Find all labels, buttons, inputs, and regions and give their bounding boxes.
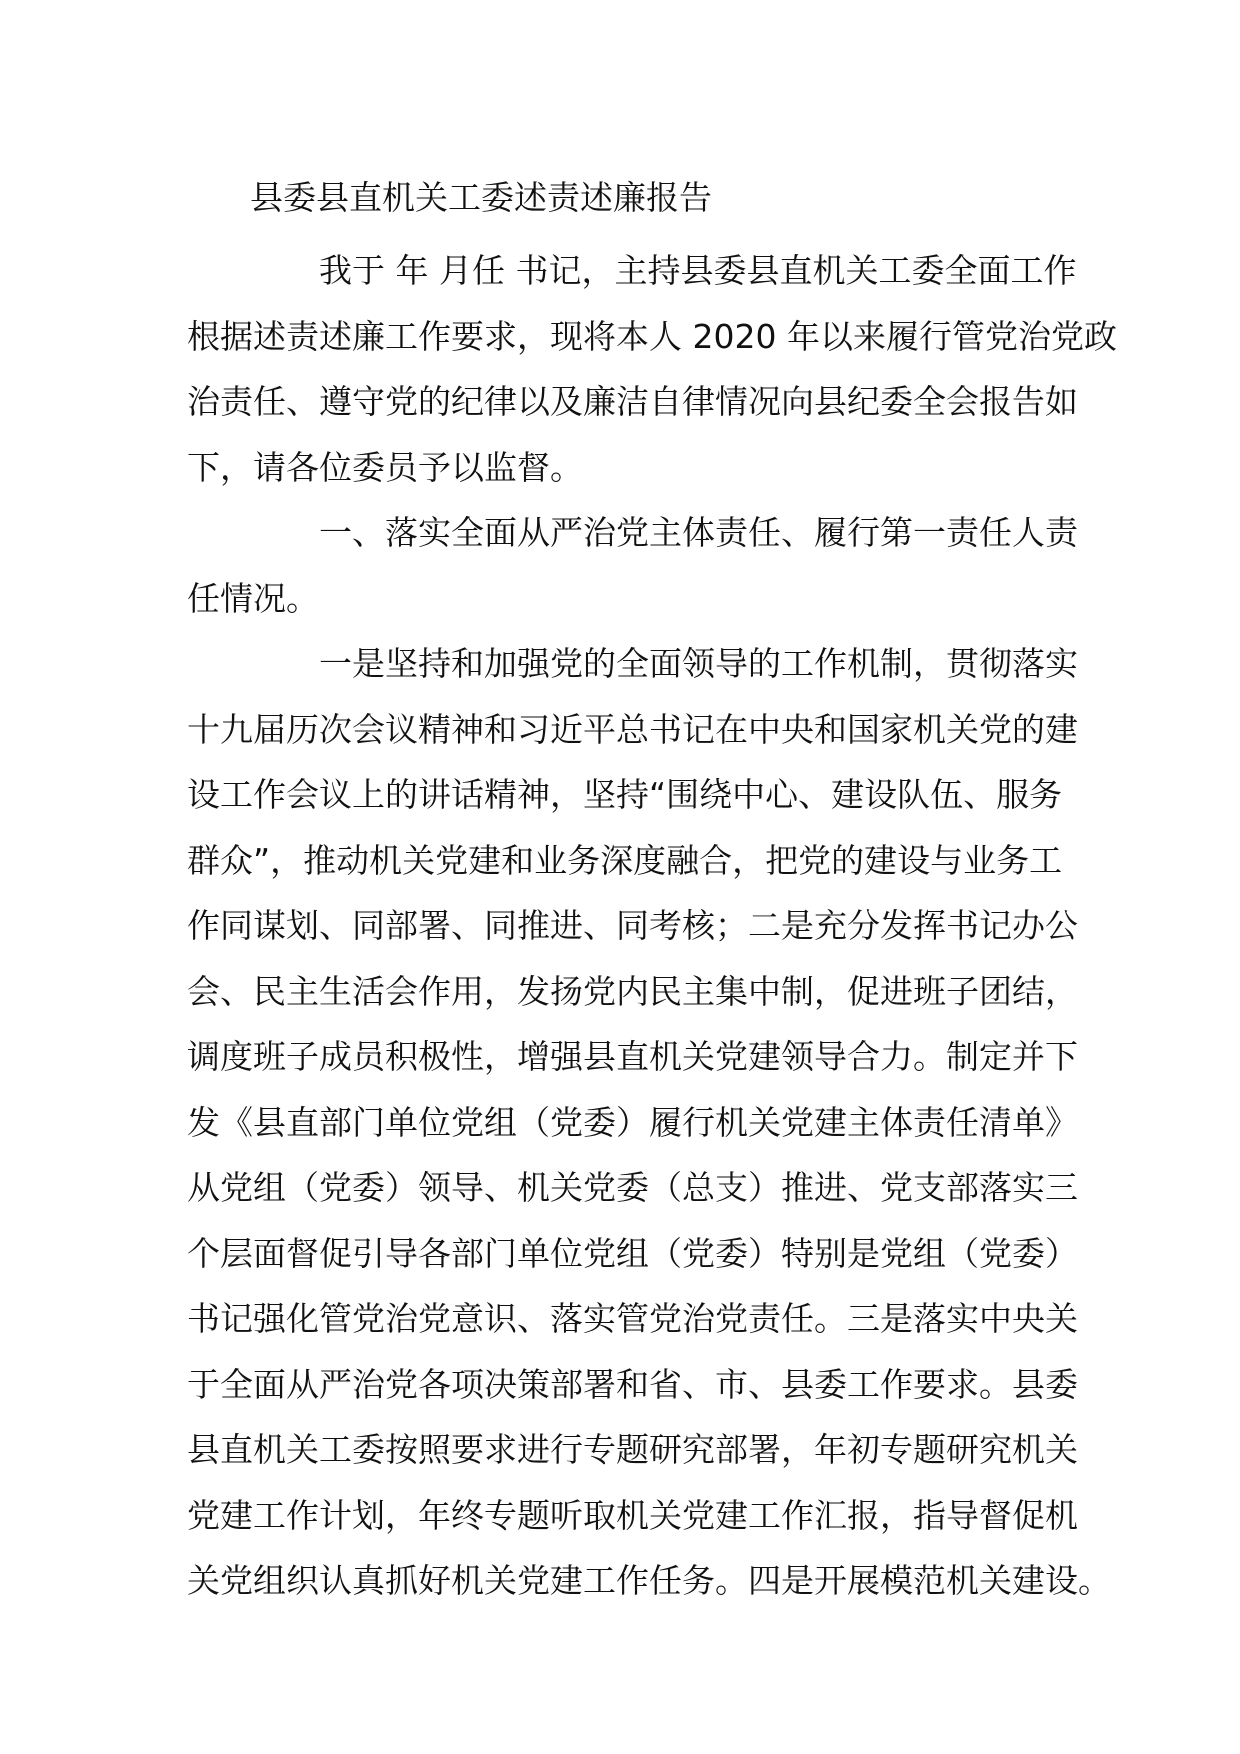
paragraph-2-line-8: 发《县直部门单位党组（党委）履行机关党建主体责任清单》 <box>187 1102 1078 1142</box>
paragraph-2-line-9: 从党组（党委）领导、机关党委（总支）推进、党支部落实三 <box>187 1168 1078 1207</box>
paragraph-2-line-12: 于全面从严治党各项决策部署和省、市、县委工作要求。县委 <box>187 1364 1078 1404</box>
paragraph-2-line-10: 个层面督促引导各部门单位党组（党委）特别是党组（党委） <box>187 1233 1078 1273</box>
paragraph-2-line-13: 县直机关工委按照要求进行专题研究部署，年初专题研究机关 <box>187 1430 1078 1469</box>
paragraph-2-line-5: 作同谋划、同部署、同推进、同考核；二是充分发挥书记办公 <box>187 906 1078 945</box>
paragraph-2-line-4: 群众”，推动机关党建和业务深度融合，把党的建设与业务工 <box>187 840 1063 880</box>
section-heading-line-1: 一、落实全面从严治党主体责任、履行第一责任人责 <box>319 513 1078 552</box>
paragraph-2-line-11: 书记强化管党治党意识、落实管党治党责任。三是落实中央关 <box>187 1299 1078 1338</box>
paragraph-2-line-1: 一是坚持和加强党的全面领导的工作机制，贯彻落实 <box>319 644 1078 683</box>
paragraph-2-line-14: 党建工作计划，年终专题听取机关党建工作汇报，指导督促机 <box>187 1495 1078 1535</box>
paragraph-2-line-3: 设工作会议上的讲话精神，坚持“围绕中心、建设队伍、服务 <box>187 775 1063 814</box>
paragraph-1-line-1: 我于 年 月任 书记，主持县委县直机关工委全面工作 <box>319 251 1077 290</box>
paragraph-2-line-6: 会、民主生活会作用，发扬党内民主集中制，促进班子团结， <box>187 971 1078 1011</box>
paragraph-2-line-15: 关党组织认真抓好机关党建工作任务。四是开展模范机关建设。 <box>187 1561 1111 1600</box>
document-title: 县委县直机关工委述责述廉报告 <box>250 178 712 217</box>
document-body <box>187 238 1117 1614</box>
paragraph-1-line-3: 治责任、遵守党的纪律以及廉洁自律情况向县纪委全会报告如 <box>187 382 1078 421</box>
section-heading-line-2: 任情况。 <box>187 578 319 618</box>
paragraph-1-line-4: 下，请各位委员予以监督。 <box>187 447 583 487</box>
paragraph-2-line-2: 十九届历次会议精神和习近平总书记在中央和国家机关党的建 <box>187 709 1078 749</box>
paragraph-2-line-7: 调度班子成员积极性，增强县直机关党建领导合力。制定并下 <box>187 1037 1078 1076</box>
paragraph-1-line-2: 根据述责述廉工作要求，现将本人 2020 年以来履行管党治党政 <box>187 316 1117 356</box>
